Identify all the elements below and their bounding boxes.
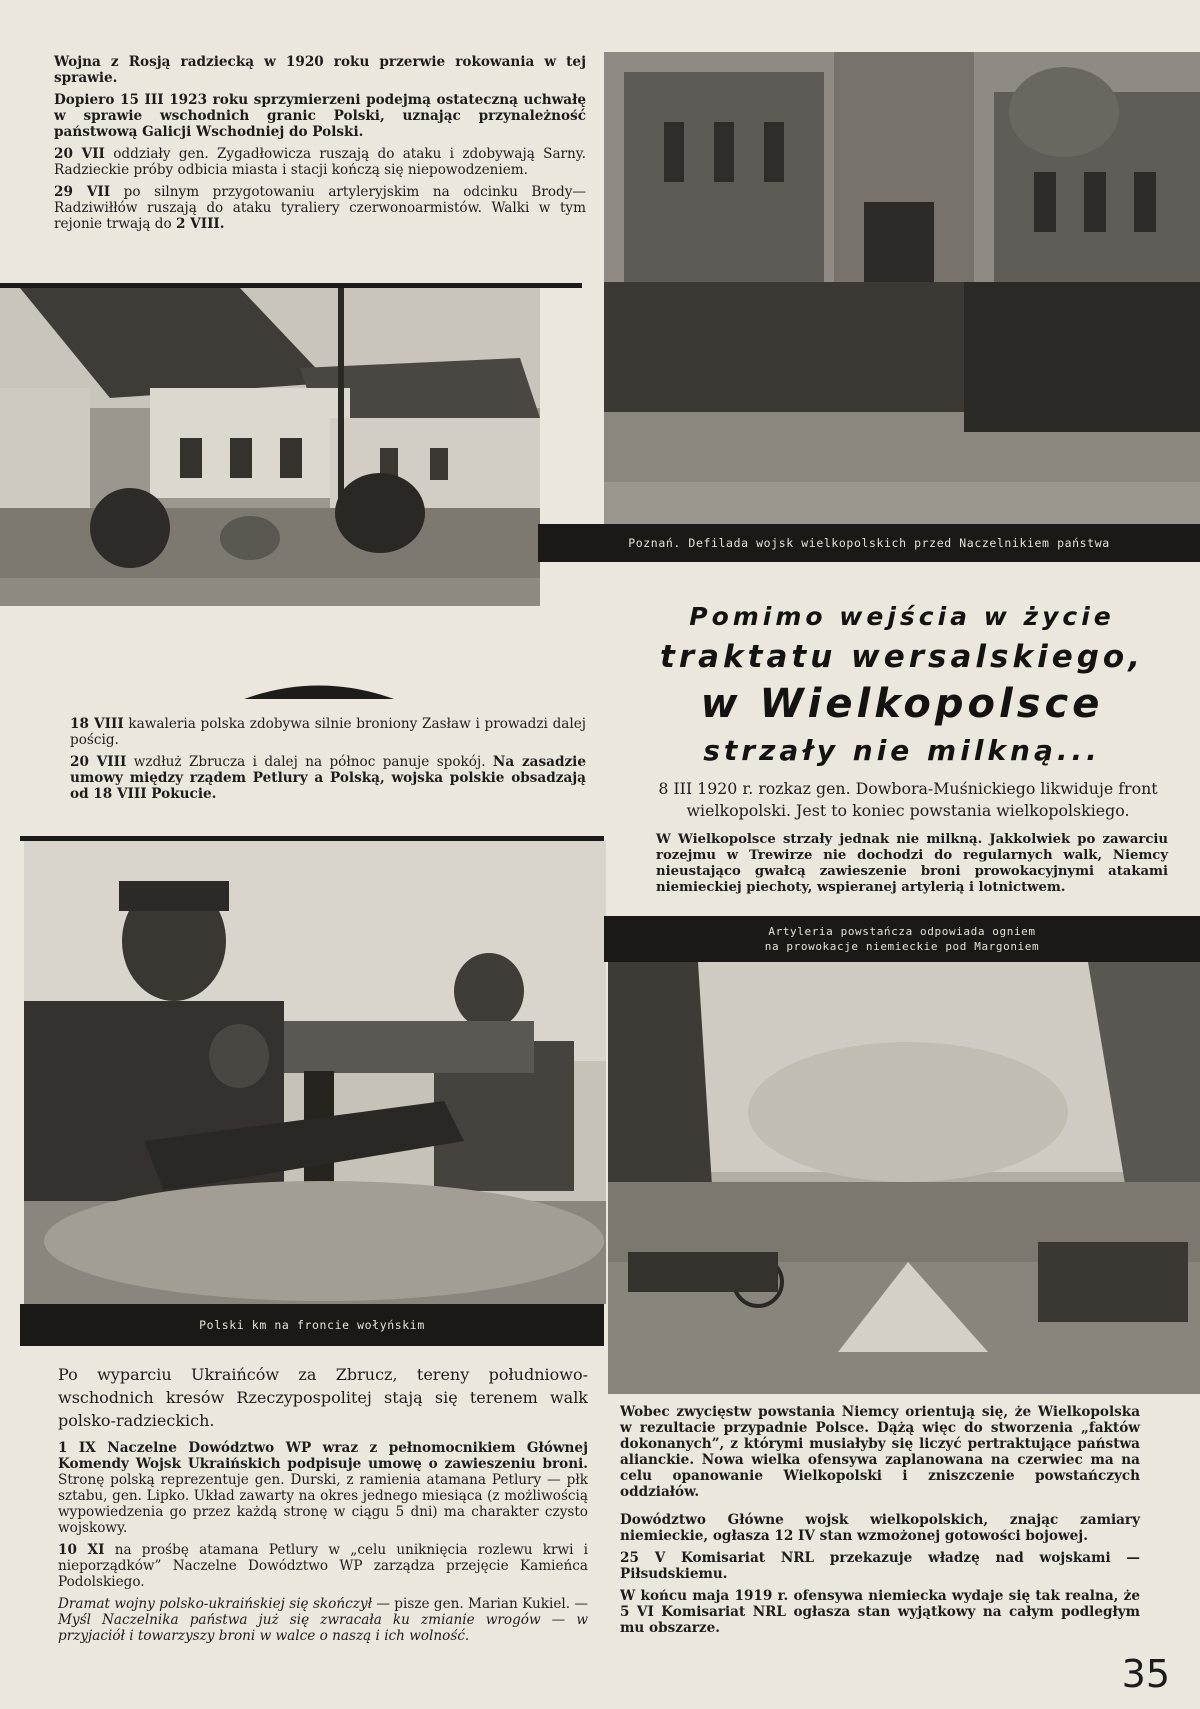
caption-poznan [538, 524, 1200, 562]
text-umowa-bold: 1 IX Naczelne Dowództwo WP wraz z pełnomocnikiem Głównej Komendy Wojsk Ukraińskich podpisuje umowę o zawieszeniu broni. [58, 1440, 588, 1472]
text-brody: po silnym przygotowaniu artyleryjskim na odcinku Brody—Radziwiłłów ruszają do ataku tyraliery czerwonoarmistów. Walki w tym rejonie trwają do [54, 184, 587, 232]
paragraph-trewir: W Wielkopolsce strzały jednak nie milkną. Jakkolwiek po zawarciu rozejmu w Trewirze nie dochodzi do regularnych walk, Niemcy nieustająco gwałcą zawieszenie broni prowokacyjnymi atakami niemieckiej piechoty, wspieranej artylerią i lotnictwem. [656, 832, 1168, 895]
paragraph-umowa [58, 1440, 588, 1536]
date-20-vii: 20 VII [54, 146, 105, 162]
paragraph-sarny [54, 146, 586, 178]
quote-dramat: Dramat wojny polsko-ukraińskiej się skończył [58, 1596, 372, 1612]
paragraph-galicja: Dopiero 15 III 1923 roku sprzymierzeni podejmą ostateczną uchwałę w sprawie wschodnich granic Polski, uznając przynależność państwową Galicji Wschodniej do Polski. [54, 92, 586, 140]
paragraph-pilsudski: 25 V Komisariat NRL przekazuje władzę nad wojskami — Piłsudskiemu. [620, 1550, 1140, 1582]
headline-line-3: w Wielkopolsce [700, 681, 1104, 727]
paragraph-brody [54, 184, 586, 232]
lead-dowbor: 8 III 1920 r. rozkaz gen. Dowbora-Muśnickiego likwiduje front wielkopolski. Jest to koniec powstania wielkopolskiego. [658, 779, 1158, 820]
paragraph-zbrucz [70, 754, 586, 802]
caption-km [20, 1304, 604, 1346]
headline [604, 598, 1200, 772]
photo-cavalry-village [0, 288, 540, 606]
photo-machine-gun [24, 841, 606, 1304]
caption-poznan-text: Poznań. Defilada wojsk wielkopolskich przed Naczelnikiem państwa [628, 536, 1110, 550]
paragraph-kukiel [58, 1596, 588, 1644]
date-20-viii: 20 VIII [70, 754, 127, 770]
page-number: 35 [1121, 1652, 1170, 1696]
headline-line-4: strzały nie milkną... [703, 734, 1101, 767]
left-top-text [54, 54, 586, 238]
paragraph-stan-wyjatkowy: W końcu maja 1919 r. ofensywa niemiecka wydaje się tak realna, że 5 VI Komisariat NRL ogłasza stan wyjątkowy na całym podległym mu obszarze. [620, 1588, 1140, 1636]
lead-zbrucz: Po wyparciu Ukraińców za Zbrucz, tereny południowo-wschodnich kresów Rzeczypospolitej stają się terenem walk polsko-radzieckich. [58, 1365, 588, 1430]
date-18-viii: 18 VIII [70, 716, 124, 732]
text-kukiel: — pisze gen. Marian Kukiel. — [371, 1596, 588, 1612]
caption-km-text: Polski km na froncie wołyńskim [199, 1318, 425, 1332]
text-zaslaw: kawaleria polska zdobywa silnie broniony Zasław i prowadzi dalej pościg. [70, 716, 586, 748]
date-29-vii: 29 VII [54, 184, 111, 200]
text-kamieniec: na prośbę atamana Petlury w „celu uniknięcia rozlewu krwi i nieporządków” Naczelne Dowództwo WP zarządza przejęcie Kamieńca Podolskiego. [58, 1542, 588, 1590]
paragraph-ofensywa: Wobec zwycięstw powstania Niemcy orientują się, że Wielkopolska w rezultacie przypadnie Polsce. Dążą więc do stworzenia „faktów dokonanych”, z którymi musiałyby się liczyć pertraktujące państwa alianckie. Nowa wielka ofensywa zaplanowana na czerwiec ma na celu opanowanie Wielkopolski i zniszczenie powstańczych oddziałów. [620, 1404, 1140, 1500]
headline-line-1: Pomimo wejścia w życie [689, 602, 1115, 631]
paragraph-kamieniec [58, 1542, 588, 1590]
text-sarny: oddziały gen. Zygadłowicza ruszają do ataku i zdobywają Sarny. Radzieckie próby odbicia miasta i stacji kończą się niepowodzeniem. [54, 146, 587, 178]
text-pokucie: Na zasadzie umowy między rządem Petlury a Polską, wojska polskie obsadzają od 18 VIII Pokucie. [70, 754, 586, 802]
ornament-divider [244, 678, 394, 700]
quote-naczelnik: Myśl Naczelnika państwa już się zwracała ku zmianie wrogów — w przyjaciół i towarzyszy broni w walce o naszą i ich wolność. [58, 1612, 588, 1644]
paragraph-gotowosc: Dowództwo Główne wojsk wielkopolskich, znając zamiary niemieckie, ogłasza 12 IV stan wzmożonej gotowości bojowej. [620, 1512, 1140, 1544]
photo-poznan-parade [604, 52, 1200, 524]
left-bottom-text [58, 1363, 588, 1650]
text-umowa: Stronę polską reprezentuje gen. Durski, z ramienia atamana Petlury — płk sztabu, gen. Lipko. Układ zawarty na okres jednego miesiąca (z możliwością wypowiedzenia go przez każdą stronę w ciągu 5 dni) ma charakter czysto wojskowy. [58, 1472, 588, 1536]
right-mid-text [648, 778, 1168, 896]
text-zbrucz: wzdłuż Zbrucza i dalej na północ panuje spokój. [126, 754, 493, 770]
right-bottom-text [620, 1404, 1140, 1642]
paragraph-zaslaw [70, 716, 586, 748]
left-bottom-paragraphs [58, 1440, 588, 1644]
caption-artillery-line-2: na prowokacje niemieckie pod Margoniem [764, 940, 1040, 953]
date-2-viii: 2 VIII. [175, 216, 225, 232]
caption-artillery [604, 916, 1200, 962]
left-mid-text [70, 716, 586, 808]
headline-line-2: traktatu wersalskiego, [660, 639, 1144, 675]
caption-artillery-line-1: Artyleria powstańcza odpowiada ogniem [768, 925, 1036, 938]
paragraph-rokowania: Wojna z Rosją radziecką w 1920 roku przerwie rokowania w tej sprawie. [54, 54, 586, 86]
photo-artillery [608, 962, 1200, 1394]
date-10-xi: 10 XI [58, 1542, 105, 1558]
